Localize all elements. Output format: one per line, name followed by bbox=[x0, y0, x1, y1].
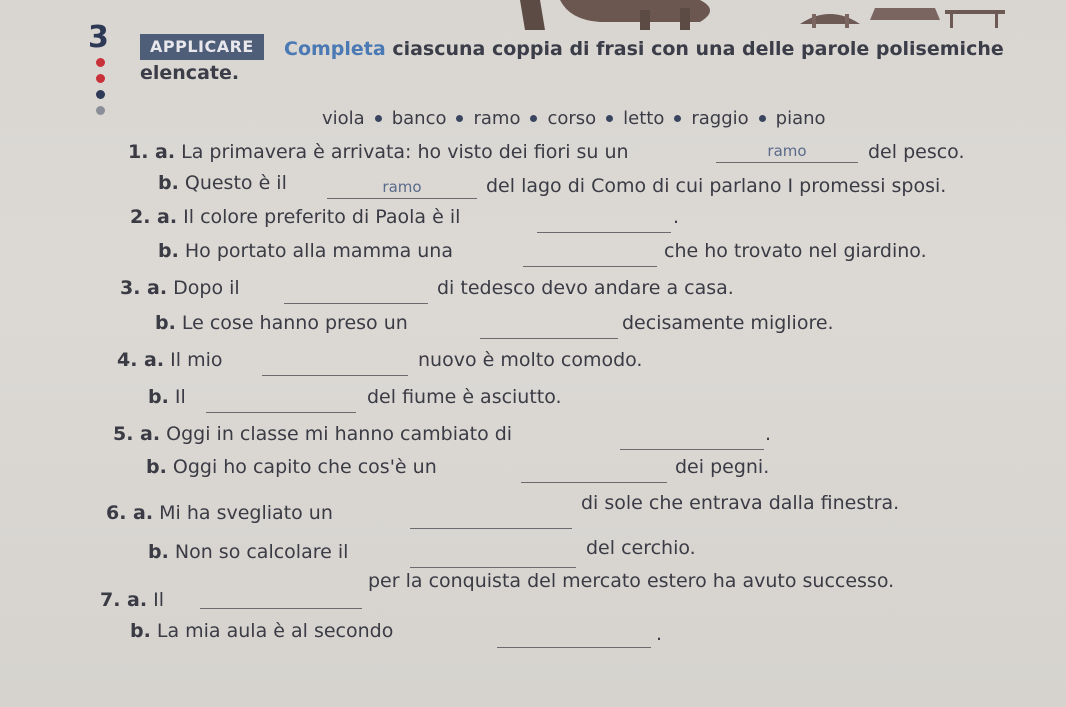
bullet-icon bbox=[759, 115, 766, 122]
instruction-line-2: elencate. bbox=[140, 62, 240, 84]
answer-blank[interactable] bbox=[206, 392, 356, 413]
word-bank-item: banco bbox=[391, 108, 447, 129]
exercise-line bbox=[158, 172, 287, 194]
bullet-icon bbox=[375, 115, 382, 122]
bullet-icon bbox=[674, 115, 681, 122]
item-label: 1. a. bbox=[128, 141, 176, 163]
item-text-before: Questo è il bbox=[184, 172, 287, 194]
bullet-icon bbox=[530, 115, 537, 122]
item-text-before: Il mio bbox=[170, 349, 223, 371]
dot-icon bbox=[96, 90, 105, 99]
exercise-line bbox=[158, 240, 453, 262]
item-text-before: Oggi in classe mi hanno cambiato di bbox=[166, 423, 513, 445]
item-text-after: del cerchio. bbox=[586, 537, 696, 559]
word-bank-item: corso bbox=[547, 108, 597, 129]
answer-blank[interactable] bbox=[537, 212, 671, 233]
exercise-number: 3 bbox=[88, 20, 109, 55]
item-label: 6. a. bbox=[106, 502, 154, 524]
exercise-badge: APPLICARE bbox=[140, 34, 264, 60]
dot-icon bbox=[96, 106, 105, 115]
answer-blank[interactable]: ramo bbox=[327, 178, 477, 199]
item-label: b. bbox=[158, 240, 179, 262]
item-text-before: La primavera è arrivata: ho visto dei fiori su un bbox=[181, 141, 629, 163]
word-bank bbox=[322, 108, 826, 129]
word-bank-item: viola bbox=[322, 108, 365, 129]
item-label: b. bbox=[158, 172, 179, 194]
item-text-before: Non so calcolare il bbox=[174, 541, 349, 563]
item-text-after: decisamente migliore. bbox=[622, 312, 834, 334]
word-bank-item: piano bbox=[775, 108, 826, 129]
item-label: 7. a. bbox=[100, 589, 148, 611]
instruction-text: ciascuna coppia di frasi con una delle parole polisemiche bbox=[385, 38, 1004, 60]
item-text-after: di sole che entrava dalla finestra. bbox=[581, 492, 900, 514]
item-text-after: che ho trovato nel giardino. bbox=[664, 240, 927, 262]
dot-icon bbox=[96, 58, 105, 67]
answer-blank[interactable] bbox=[410, 547, 576, 568]
answer-blank[interactable] bbox=[620, 429, 764, 450]
item-text-before: Ho portato alla mamma una bbox=[184, 240, 453, 262]
instruction-line-1 bbox=[284, 38, 1004, 60]
top-illustration bbox=[0, 0, 1066, 30]
item-text-before: Il bbox=[153, 589, 165, 611]
instruction-highlight: Completa bbox=[284, 38, 386, 60]
item-label: b. bbox=[148, 541, 169, 563]
answer-blank[interactable] bbox=[497, 627, 651, 648]
item-text-before: Il colore preferito di Paola è il bbox=[183, 206, 461, 228]
answer-blank[interactable] bbox=[521, 462, 667, 483]
item-label: 2. a. bbox=[130, 206, 178, 228]
item-label: 3. a. bbox=[120, 277, 168, 299]
item-label: b. bbox=[155, 312, 176, 334]
answer-blank[interactable] bbox=[480, 318, 618, 339]
item-label: b. bbox=[146, 456, 167, 478]
decorative-dots bbox=[96, 58, 105, 122]
exercise-line bbox=[130, 206, 460, 228]
item-label: b. bbox=[130, 620, 151, 642]
dot-icon bbox=[96, 74, 105, 83]
exercise-line bbox=[120, 277, 240, 299]
bullet-icon bbox=[456, 115, 463, 122]
item-text-before: La mia aula è al secondo bbox=[156, 620, 394, 642]
answer-blank[interactable] bbox=[200, 588, 362, 609]
exercise-line bbox=[106, 502, 333, 524]
word-bank-item: raggio bbox=[691, 108, 749, 129]
item-text-before: Dopo il bbox=[173, 277, 240, 299]
exercise-line bbox=[117, 349, 222, 371]
answer-blank[interactable] bbox=[262, 355, 408, 376]
bullet-icon bbox=[606, 115, 613, 122]
item-text-after: di tedesco devo andare a casa. bbox=[437, 277, 734, 299]
exercise-line bbox=[128, 141, 629, 163]
exercise-line bbox=[148, 541, 348, 563]
item-label: b. bbox=[148, 386, 169, 408]
item-text-before: Il bbox=[174, 386, 186, 408]
word-bank-item: letto bbox=[623, 108, 665, 129]
exercise-line bbox=[148, 386, 186, 408]
answer-blank[interactable]: ramo bbox=[716, 142, 858, 163]
item-text-after: . bbox=[765, 423, 772, 445]
item-text-after: . bbox=[656, 623, 663, 645]
exercise-line bbox=[146, 456, 437, 478]
item-text-after: del lago di Como di cui parlano I promessi sposi. bbox=[486, 175, 947, 197]
exercise-line bbox=[155, 312, 408, 334]
item-text-before: Le cose hanno preso un bbox=[181, 312, 408, 334]
item-text-after: nuovo è molto comodo. bbox=[418, 349, 643, 371]
item-text-after: dei pegni. bbox=[675, 456, 770, 478]
item-text-before: Oggi ho capito che cos'è un bbox=[172, 456, 437, 478]
item-text-after: per la conquista del mercato estero ha avuto successo. bbox=[368, 570, 895, 592]
item-text-after: del fiume è asciutto. bbox=[367, 386, 562, 408]
exercise-line bbox=[100, 589, 164, 611]
item-text-after: . bbox=[673, 206, 680, 228]
item-label: 4. a. bbox=[117, 349, 165, 371]
item-label: 5. a. bbox=[113, 423, 161, 445]
item-text-after: del pesco. bbox=[868, 141, 965, 163]
exercise-line bbox=[130, 620, 393, 642]
exercise-line bbox=[113, 423, 512, 445]
item-text-before: Mi ha svegliato un bbox=[159, 502, 333, 524]
answer-blank[interactable] bbox=[523, 246, 657, 267]
answer-blank[interactable] bbox=[284, 283, 428, 304]
word-bank-item: ramo bbox=[473, 108, 521, 129]
answer-blank[interactable] bbox=[410, 508, 572, 529]
